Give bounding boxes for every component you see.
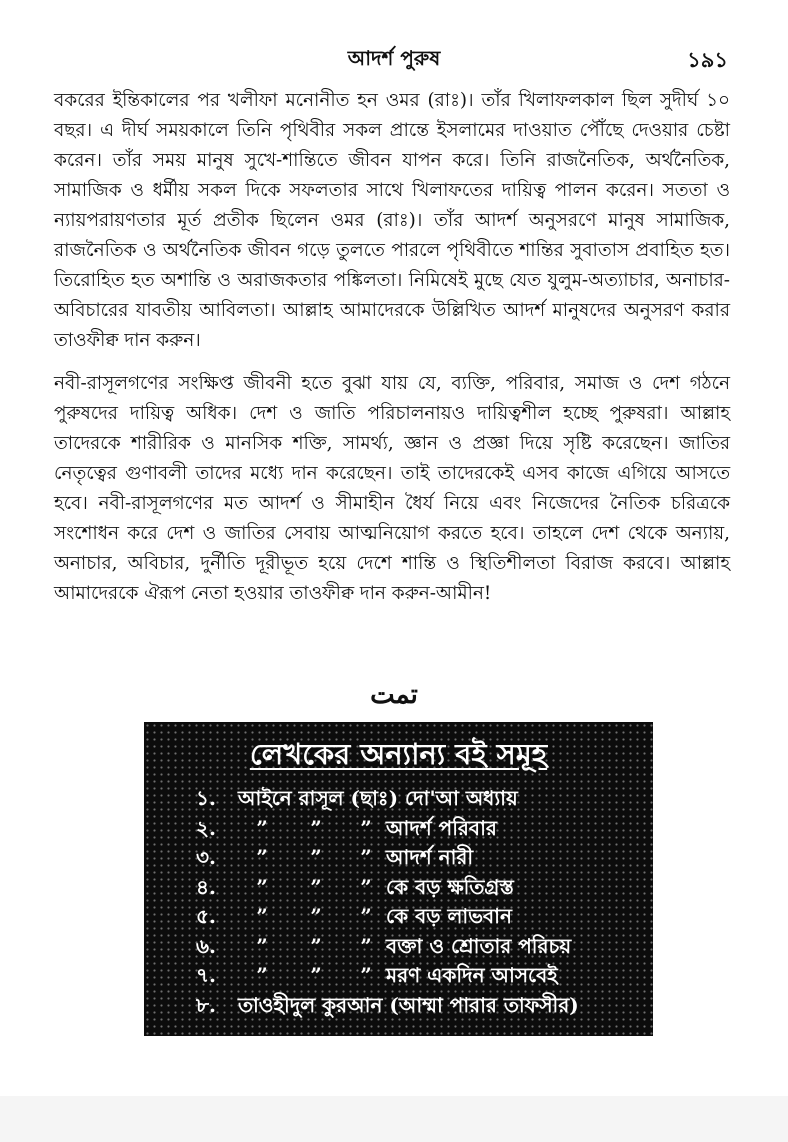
book-number: ৩. (196, 845, 216, 869)
page-bottom-shade (0, 1096, 788, 1142)
ditto-mark: ” (256, 904, 268, 928)
paragraph: নবী-রাসূলগণের সংক্ষিপ্ত জীবনী হতে বুঝা যায় যে, ব্যক্তি, পরিবার, সমাজ ও দেশ গঠনে পুরুষদের দায়িত্ব অধিক। দেশ ও জাতি পরিচালনায়ও দায়িত্বশীল হচ্ছে পুরুষরা। আল্লাহ তাদেরকে শারীরিক ও মানসিক শক্তি, সামর্থ্য, জ্ঞান ও প্রজ্ঞা দিয়ে সৃষ্টি করেছেন। জাতির নেতৃত্বের গুণাবলী তাদের মধ্যে দান করেছেন। তাই তাদেরকেই এসব কাজে এগিয়ে আসতে হবে। নবী-রাসূলগণের মত আদর্শ ও সীমাহীন ধৈর্য নিয়ে এবং নিজেদের নৈতিক চরিত্রকে সংশোধন করে দেশ ও জাতির সেবায় আত্মনিয়োগ করতে হবে। তাহলে দেশ থেকে অন্যায়, অনাচার, অবিচার, দুর্নীতি দূরীভূত হয়ে দেশে শান্তি ও স্থিতিশীলতা বিরাজ করবে। আল্লাহ আমাদেরকে ঐরূপ নেতা হওয়ার তাওফীক্ব দান করুন-আমীন! (54, 373, 730, 604)
ditto-mark: ” (360, 933, 372, 958)
book-list-item (196, 932, 579, 962)
book-title: আইনে রাসূল (ছাঃ) দো'আ অধ্যায় (238, 786, 518, 810)
book-number: ৫. (196, 904, 216, 928)
ditto-mark: ” (256, 874, 268, 899)
book-title: আদর্শ পরিবার (386, 815, 497, 840)
book-title: বক্তা ও শ্রোতার পরিচয় (386, 933, 572, 958)
other-books-box (144, 722, 653, 1036)
ditto-mark: ” (310, 815, 322, 840)
book-list (196, 784, 579, 1020)
book-title: কে বড় ক্ষতিগ্রস্ত (386, 874, 514, 899)
book-number: ২. (196, 815, 216, 840)
ditto-mark: ” (256, 933, 268, 958)
book-list-item (196, 784, 579, 814)
closing-ornament: تمت (370, 680, 418, 710)
book-list-item (196, 814, 579, 844)
paragraph: বকরের ইন্তিকালের পর খলীফা মনোনীত হন ওমর (রাঃ)। তাঁর খিলাফলকাল ছিল সুদীর্ঘ ১০ বছর। এ দীর্ঘ সময়কালে তিনি পৃথিবীর সকল প্রান্তে ইসলামের দাওয়াত পৌঁছে দেওয়ার চেষ্টা করেন। তাঁর সময় মানুষ সুখে-শান্তিতে জীবন যাপন করে। তিনি রাজনৈতিক, অর্থনৈতিক, সামাজিক ও ধর্মীয় সকল দিকে সফলতার সাথে খিলাফতের দায়িত্ব পালন করেন। সততা ও ন্যায়পরায়ণতার মূর্ত প্রতীক ছিলেন ওমর (রাঃ)। তাঁর আদর্শ অনুসরণে মানুষ সামাজিক, রাজনৈতিক ও অর্থনৈতিক জীবন গড়ে তুলতে পারলে পৃথিবীতে শান্তির সুবাতাস প্রবাহিত হত। তিরোহিত হত অশান্তি ও অরাজকতার পঙ্কিলতা। নিমিষেই মুছে যেত যুলুম-অত্যাচার, অনাচার-অবিচারের যাবতীয় আবিলতা। আল্লাহ আমাদেরকে উল্লিখিত আদর্শ মানুষদের অনুসরণ করার তাওফীক্ব দান করুন। (54, 90, 730, 351)
book-title: মরণ একদিন আসবেই (386, 963, 558, 987)
body-text (54, 86, 730, 609)
ditto-mark: ” (256, 963, 268, 987)
book-number: ৮. (196, 992, 216, 1017)
ditto-mark: ” (256, 815, 268, 840)
book-title: কে বড় লাভবান (386, 904, 512, 928)
ditto-mark: ” (310, 874, 322, 899)
book-list-item (196, 902, 579, 932)
book-list-item (196, 961, 579, 991)
running-title: আদর্শ পুরুষ (347, 46, 441, 70)
other-books-title: লেখকের অন্যান্য বই সমূহ (249, 737, 548, 771)
book-list-item (196, 991, 579, 1021)
book-list-item (196, 843, 579, 873)
ditto-mark: ” (360, 904, 372, 928)
book-title: আদর্শ নারী (386, 845, 474, 869)
ditto-mark: ” (360, 963, 372, 987)
ditto-mark: ” (360, 874, 372, 899)
ditto-mark: ” (310, 904, 322, 928)
ditto-mark: ” (360, 815, 372, 840)
book-number: ১. (196, 786, 216, 810)
ditto-mark: ” (310, 963, 322, 987)
ditto-mark: ” (310, 845, 322, 869)
book-title: তাওহীদুল কুরআন (আম্মা পারার তাফসীর) (238, 992, 579, 1017)
ditto-mark: ” (310, 933, 322, 958)
page-header (0, 44, 788, 74)
ditto-mark: ” (256, 845, 268, 869)
book-number: ৪. (196, 874, 216, 899)
book-number: ৬. (196, 933, 216, 958)
book-list-item (196, 873, 579, 903)
ditto-mark: ” (360, 845, 372, 869)
page-number: ১৯১ (687, 47, 728, 72)
book-number: ৭. (196, 963, 216, 987)
